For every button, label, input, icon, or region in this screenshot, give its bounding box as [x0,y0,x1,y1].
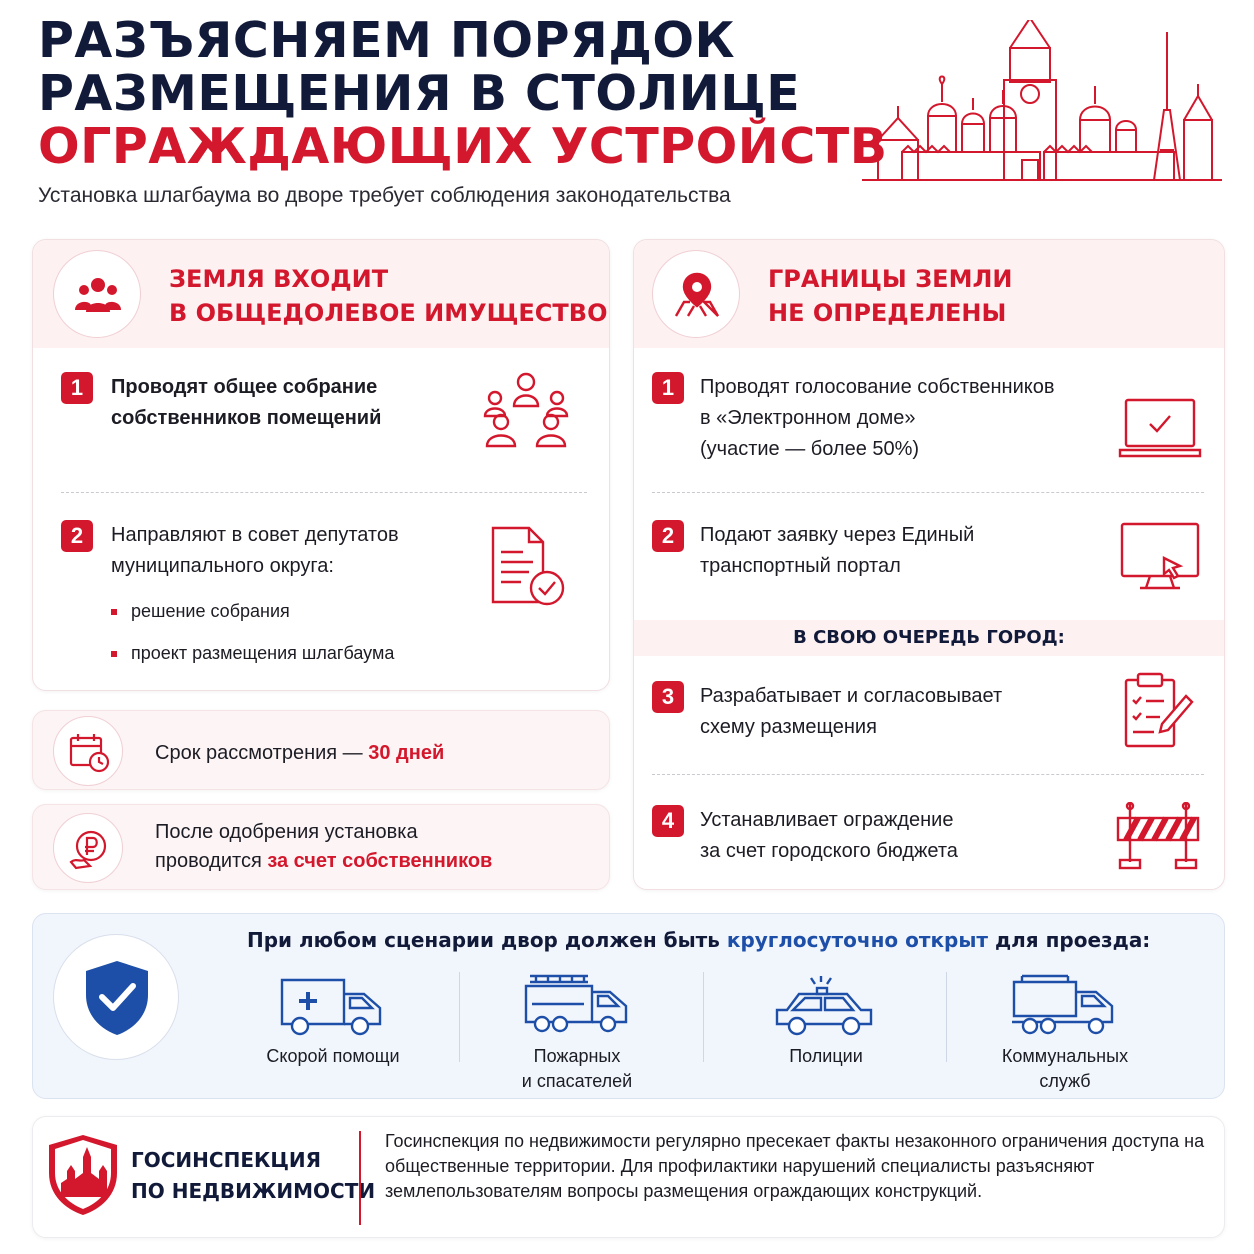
vehicle-label: Полиции [789,1046,863,1066]
shield-check-icon [82,959,152,1037]
card-title [169,262,607,330]
step-number-badge: 2 [61,520,93,552]
heading-part: для проезда: [988,928,1151,952]
page-title-line-2: РАЗМЕЩЕНИЯ В СТОЛИЦЕ [38,65,801,122]
step-text-line: Устанавливает ограждение [700,809,954,831]
utility-truck-icon [1010,972,1120,1038]
monitor-cursor-icon [1120,522,1200,592]
page-subtitle: Установка шлагбаума во дворе требует соблюдения законодательства [38,184,731,207]
step-text [111,372,381,434]
step-text [700,520,974,582]
installation-cost-highlight: за счет собственников [267,850,493,872]
bullet-item: решение собрания [131,601,290,621]
fire-truck-icon [522,972,632,1038]
step-text-line: за счет городского бюджета [700,840,958,862]
review-term-label: Срок рассмотрения — [155,742,369,764]
card-title [768,262,1012,330]
vehicle-label-line: Пожарных [533,1046,621,1066]
card-header-badge [53,250,141,338]
vehicle-item-utility [965,972,1165,1094]
card-title-line-1: ЗЕМЛЯ ВХОДИТ [169,265,389,293]
calendar-clock-icon [68,731,110,773]
vehicle-label [965,1044,1165,1094]
step-number-badge: 1 [61,372,93,404]
step-text-line: в «Электронном доме» [700,407,916,429]
step-text-line: Подают заявку через Единый [700,524,975,546]
vehicle-separator [703,972,704,1062]
installation-cost-box [32,804,610,890]
page-title-line-1: РАЗЪЯСНЯЕМ ПОРЯДОК [38,12,736,69]
review-term-text [155,739,444,768]
installation-cost-text [155,818,492,876]
emergency-access-panel [32,913,1225,1099]
road-barrier-icon [1116,802,1200,870]
laptop-check-icon [1118,396,1202,460]
ruble-coin-icon [68,828,110,870]
people-group-icon [73,270,123,320]
heading-part: При любом сценарии двор должен быть [247,928,727,952]
step-number-badge: 2 [652,520,684,552]
vehicle-label [477,1044,677,1094]
ambulance-icon [278,972,388,1038]
document-check-icon [489,526,569,610]
city-section-heading: В СВОЮ ОЧЕРЕДЬ ГОРОД: [634,620,1224,656]
inspection-footer [32,1116,1225,1238]
owned-land-card [32,239,610,691]
vehicle-item-police [726,972,926,1069]
footer-divider [359,1131,361,1225]
card-header-badge [652,250,740,338]
step-text-line: Разрабатывает и согласовывает [700,685,1003,707]
step-text-line: Направляют в совет депутатов [111,524,399,546]
inspection-title [131,1145,375,1207]
vehicle-separator [459,972,460,1062]
step-text-line: собственников помещений [111,407,382,429]
vehicle-label-line: служб [1039,1071,1091,1091]
vehicle-item-fire-truck [477,972,677,1094]
vehicle-separator [946,972,947,1062]
info-badge [53,716,123,786]
meeting-people-icon [481,372,571,448]
step-text-line: транспортный портал [700,555,901,577]
card-header [33,240,609,348]
step-text [111,520,399,582]
info-badge [53,813,123,883]
inspection-shield-logo [47,1133,119,1217]
step-text [700,372,1055,465]
step-text [700,805,958,867]
review-term-value: 30 дней [368,742,445,764]
heading-highlight: круглосуточно открыт [726,928,989,952]
emergency-access-heading [247,928,1150,952]
card-header [634,240,1224,348]
card-title-line-2: В ОБЩЕДОЛЕВОЕ ИМУЩЕСТВО [169,299,608,327]
vehicle-item-ambulance [233,972,433,1069]
vehicle-label-line: и спасателей [521,1071,633,1091]
step-divider [652,492,1204,493]
step-number-badge: 3 [652,681,684,713]
card-title-line-2: НЕ ОПРЕДЕЛЕНЫ [768,299,1007,327]
inspection-description: Госинспекция по недвижимости регулярно пресекает факты незаконного ограничения доступа на общественные территории. Для профилактики нарушений специалисты разъясняют землепользователям вопросы размещения ограждающих конструкций. [385,1131,1205,1201]
kremlin-skyline-illustration [858,20,1226,186]
step-text-line: схему размещения [700,716,877,738]
step-text [700,681,1002,743]
step-divider [61,492,587,493]
vehicle-label-line: Коммунальных [1001,1046,1129,1066]
clipboard-pencil-icon [1124,672,1194,750]
installation-cost-line-1: После одобрения установка [155,821,418,843]
step-text-line: (участие — более 50%) [700,438,920,460]
step-number-badge: 1 [652,372,684,404]
inspection-title-line-1: ГОСИНСПЕКЦИЯ [131,1148,322,1172]
review-term-box [32,710,610,790]
page-title-line-3: ОГРАЖДАЮЩИХ УСТРОЙСТВ [38,118,888,175]
card-title-line-1: ГРАНИЦЫ ЗЕМЛИ [768,265,1013,293]
inspection-title-line-2: ПО НЕДВИЖИМОСТИ [131,1179,376,1203]
step-divider [652,774,1204,775]
undefined-borders-card [633,239,1225,890]
shield-badge [53,934,179,1060]
step-text-line: Проводят голосование собственников [700,376,1055,398]
vehicle-label: Скорой помощи [266,1046,400,1066]
step-text-line: Проводят общее собрание [111,376,378,398]
step-text-line: муниципального округа: [111,555,334,577]
step-number-badge: 4 [652,805,684,837]
police-car-icon [771,972,881,1038]
bullet-item: проект размещения шлагбаума [131,643,395,663]
map-pin-icon [672,270,722,320]
installation-cost-line-2: проводится [155,850,268,872]
